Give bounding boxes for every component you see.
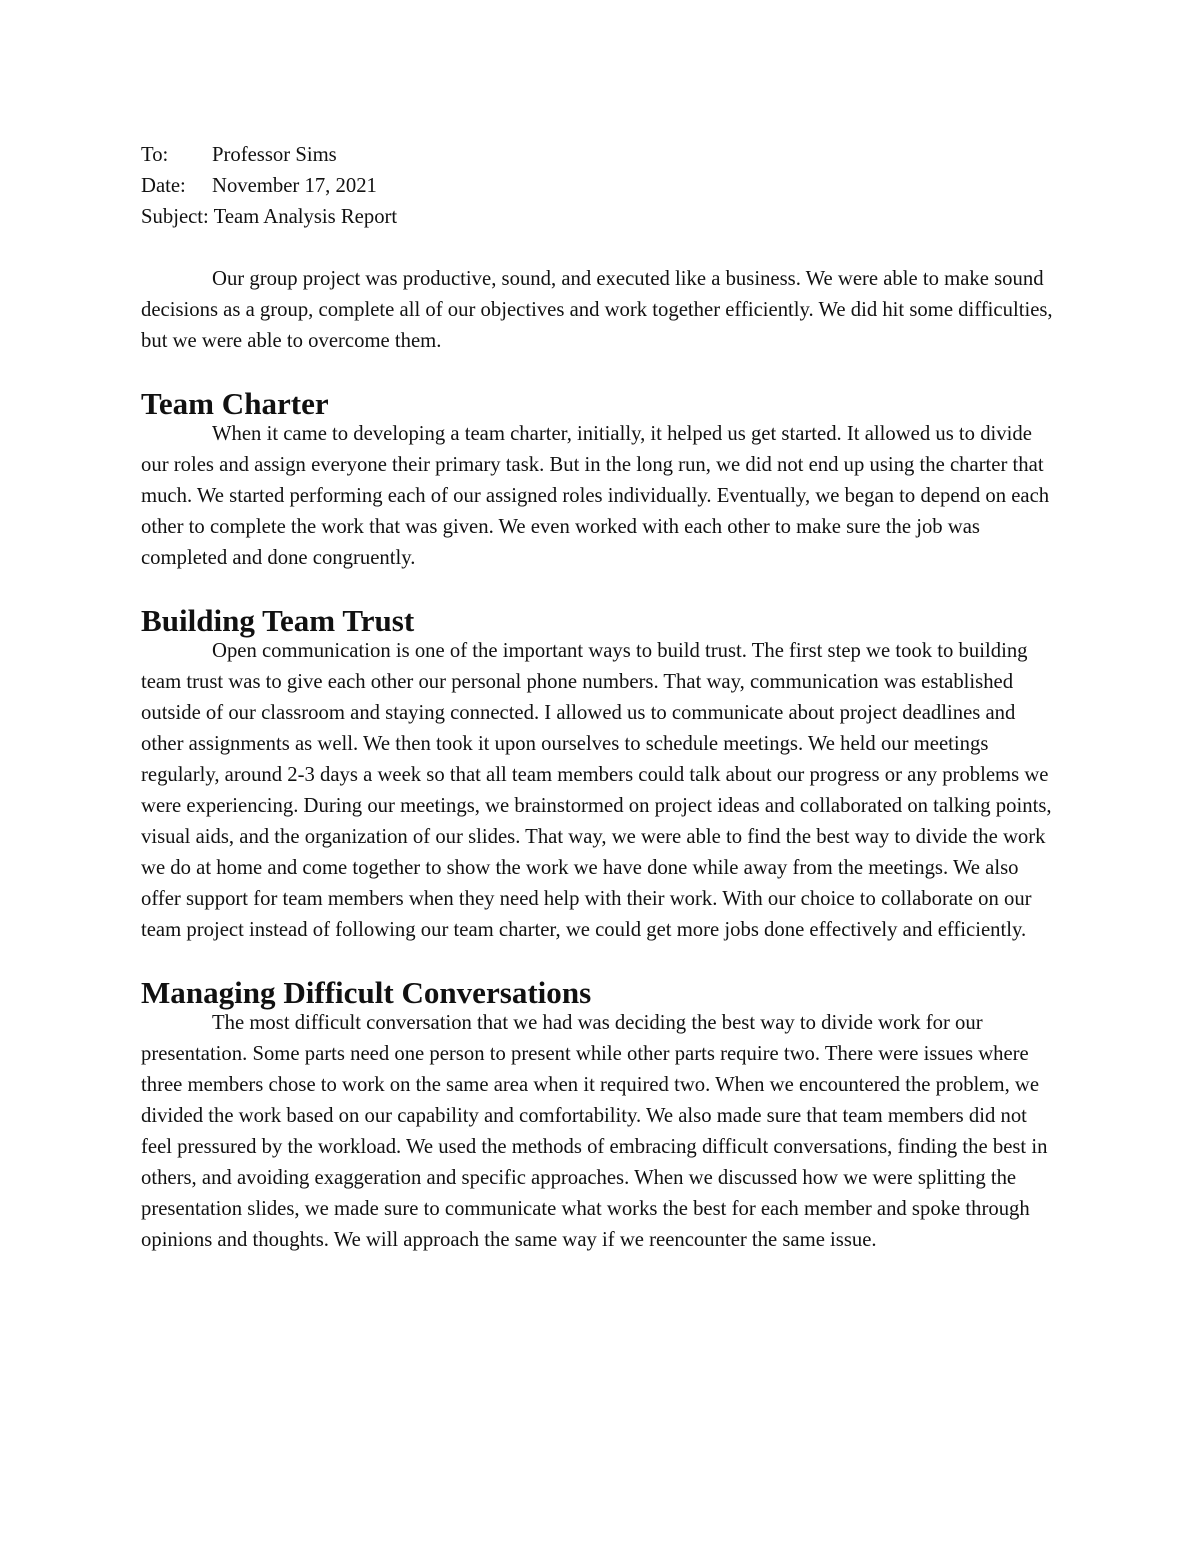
- memo-subject-label: Subject:: [141, 206, 209, 228]
- section-heading-managing-difficult-conversations: Managing Difficult Conversations: [141, 975, 592, 1010]
- memo-to-row: [141, 140, 1063, 171]
- section-body-team-charter: When it came to developing a team charter, initially, it helped us get started. It allowed us to divide our roles and assign everyone their primary task. But in the long run, we did not end up using the charter that much. We started performing each of our assigned roles individually. Eventually, we began to depend on each other to complete the work that was given. We even worked with each other to make sure the job was completed and done congruently.: [141, 423, 1050, 569]
- memo-subject-row: [141, 202, 1063, 233]
- section-body-managing-difficult-conversations: The most difficult conversation that we had was deciding the best way to divide work for our presentation. Some parts need one person to present while other parts require two. There were issues where three members chose to work on the same area when it required two. When we encountered the problem, we divided the work based on our capability and comfortability. We also made sure that team members did not feel pressured by the workload. We used the methods of embracing difficult conversations, finding the best in others, and avoiding exaggeration and specific approaches. When we discussed how we were splitting the presentation slides, we made sure to communicate what works the best for each member and spoke through opinions and thoughts. We will approach the same way if we reencounter the same issue.: [141, 1012, 1048, 1251]
- section-body-building-team-trust: Open communication is one of the important ways to build trust. The first step we took to building team trust was to give each other our personal phone numbers. That way, communication was established outside of our classroom and staying connected. I allowed us to communicate about project deadlines and other assignments as well. We then took it upon ourselves to schedule meetings. We held our meetings regularly, around 2-3 days a week so that all team members could talk about our progress or any problems we were experiencing. During our meetings, we brainstormed on project ideas and collaborated on talking points, visual aids, and the organization of our slides. That way, we were able to find the best way to divide the work we do at home and come together to show the work we have done while away from the meetings. We also offer support for team members when they need help with their work. With our choice to collaborate on our team project instead of following our team charter, we could get more jobs done effectively and efficiently.: [141, 640, 1052, 941]
- document-page: [141, 140, 1063, 1256]
- memo-date-row: [141, 171, 1063, 202]
- spacer: [141, 357, 1063, 388]
- memo-to-label: To:: [141, 144, 169, 166]
- memo-date-value: November 17, 2021: [212, 175, 377, 197]
- memo-subject-value: Team Analysis Report: [213, 206, 398, 228]
- section-heading-team-charter: Team Charter: [141, 386, 329, 421]
- spacer: [141, 946, 1063, 977]
- section-heading-building-team-trust: Building Team Trust: [141, 603, 415, 638]
- spacer: [141, 233, 1063, 264]
- memo-date-label: Date:: [141, 175, 186, 197]
- spacer: [141, 574, 1063, 605]
- memo-to-value: Professor Sims: [212, 144, 337, 166]
- intro-paragraph: Our group project was productive, sound, and executed like a business. We were able to make sound decisions as a group, complete all of our objectives and work together efficiently. We did hit some difficulties, but we were able to overcome them.: [141, 268, 1053, 352]
